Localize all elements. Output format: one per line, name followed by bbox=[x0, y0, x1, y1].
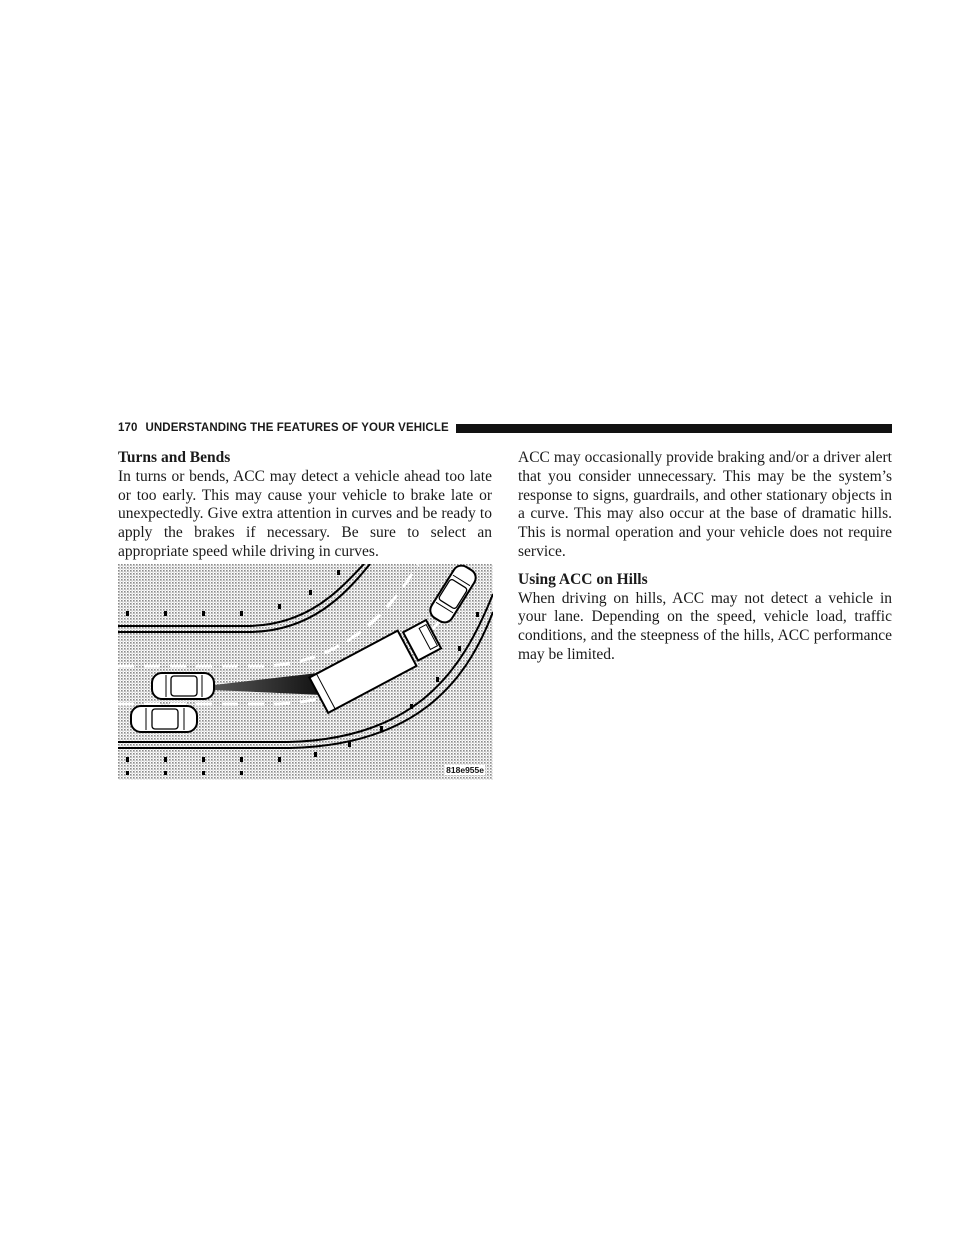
using-acc-on-hills-heading: Using ACC on Hills bbox=[518, 570, 648, 588]
section-title: UNDERSTANDING THE FEATURES OF YOUR VEHICLE bbox=[145, 422, 449, 434]
acc-car bbox=[152, 673, 214, 699]
paragraph-gap bbox=[518, 562, 892, 571]
hills-paragraph: When driving on hills, ACC may not detect a vehicle in your lane. Depending on the speed, vehicle load, traffic conditions, and the steepness of the hills, ACC performance may be limited. bbox=[518, 589, 892, 663]
car-adjacent-lane bbox=[131, 706, 197, 732]
page-header bbox=[118, 420, 892, 436]
right-column bbox=[518, 449, 892, 665]
figure-code: 818e955e bbox=[446, 765, 484, 775]
curve-illustration bbox=[118, 564, 493, 780]
turns-and-bends-heading: Turns and Bends bbox=[118, 449, 231, 466]
road-curve-drawing bbox=[118, 564, 493, 780]
page-number: 170 bbox=[118, 422, 138, 434]
unnecessary-braking-paragraph: ACC may occasionally provide braking and/or a driver alert that you consider unnecessary. This may be the system’s response to signs, guardrails, and other stationary objects in a curve. This may also occur at the base of dramatic hills. This is normal operation and your vehicle does not require service. bbox=[518, 449, 892, 560]
header-rule bbox=[456, 424, 892, 433]
turns-and-bends-paragraph: In turns or bends, ACC may detect a vehicle ahead too late or too early. This may cause your vehicle to brake late or unexpectedly. Give extra attention in curves and be ready to apply the brakes if necessary. Be sure to select an appropriate speed while driving in curves. bbox=[118, 467, 492, 560]
left-column bbox=[118, 449, 492, 562]
